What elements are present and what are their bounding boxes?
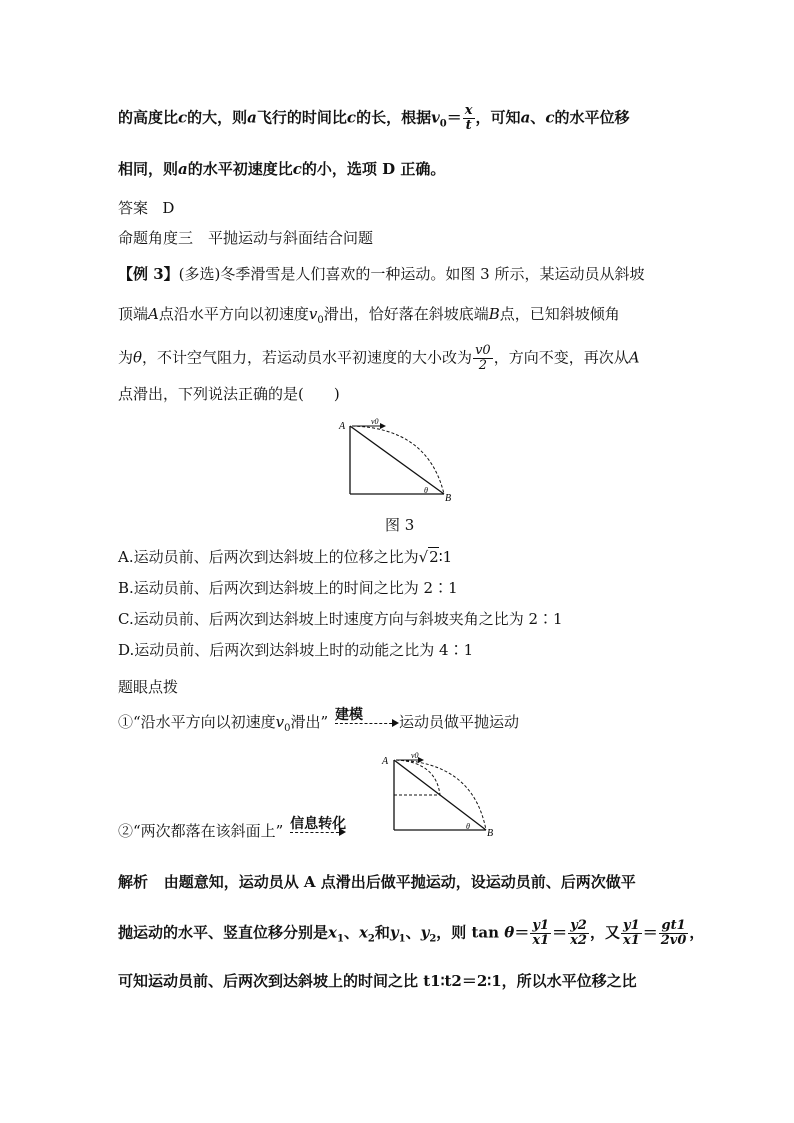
subscript: 1 xyxy=(336,933,344,945)
text: 、 xyxy=(405,923,421,942)
text: ，又 xyxy=(589,923,620,942)
numerator: x xyxy=(464,103,473,118)
subscript: 0 xyxy=(284,723,291,734)
text: 和 xyxy=(374,923,390,942)
math-var: c xyxy=(346,108,357,127)
fraction xyxy=(659,919,689,948)
text: 飞行的时间比 xyxy=(256,108,347,127)
math-var: v xyxy=(431,108,440,127)
fraction xyxy=(621,919,642,948)
text: ②“两次都落在该斜面上” xyxy=(118,822,284,840)
subscript: 0 xyxy=(317,315,324,326)
text: A.运动员前、后两次到达斜坡上的位移之比为 xyxy=(118,548,419,566)
label-theta: θ xyxy=(424,486,428,495)
math-var: A xyxy=(628,348,640,367)
analysis-line: 可知运动员前、后两次到达斜坡上的时间之比 t1∶t2＝2∶1，所以水平位移之比 xyxy=(118,972,637,990)
text: 顶端 xyxy=(118,305,149,323)
numerator: y2 xyxy=(568,919,589,934)
option-a: A.运动员前、后两次到达斜坡上的位移之比为√2∶1 xyxy=(118,548,453,566)
text: ∶1 xyxy=(438,548,453,566)
math-op: ＝ xyxy=(446,108,462,127)
math-var: a xyxy=(520,108,531,127)
text: ①“沿水平方向以初速度 xyxy=(118,713,276,731)
math-var: y xyxy=(420,923,430,942)
label-v0: v0 xyxy=(411,752,419,760)
text: (多选)冬季滑雪是人们喜欢的一种运动。如图 3 所示，某运动员从斜坡 xyxy=(178,265,645,283)
fraction xyxy=(530,919,551,948)
math-var: B xyxy=(488,305,500,323)
arrow-label: 信息转化 xyxy=(290,816,347,832)
math-var: c xyxy=(292,160,302,178)
numerator: y1 xyxy=(621,919,642,934)
slope-figure-2 xyxy=(378,752,503,842)
text: 滑出，恰好落在斜坡底端 xyxy=(323,305,489,323)
text: ，则 tan xyxy=(436,923,500,942)
text: 运动员做平抛运动 xyxy=(398,713,519,731)
figure-caption: 图 3 xyxy=(385,516,415,534)
subscript: 2 xyxy=(367,933,375,945)
arrow-head xyxy=(380,423,386,429)
math-var: x xyxy=(328,923,337,942)
hints-title: 题眼点拨 xyxy=(118,678,179,696)
denominator: 2 xyxy=(478,358,488,373)
text: 相同，则 xyxy=(118,160,179,178)
label-v0: v0 xyxy=(371,418,379,426)
math-var: c xyxy=(545,108,555,127)
dashed-arrow xyxy=(290,832,344,833)
example-line xyxy=(118,264,644,284)
math-var: a xyxy=(178,160,188,178)
denominator: x1 xyxy=(532,933,550,948)
dashed-arrow xyxy=(335,723,397,724)
answer-value: D xyxy=(162,199,175,217)
numerator: v0 xyxy=(475,343,491,358)
slope-figure-1 xyxy=(338,418,458,508)
math-op: ＝ xyxy=(552,923,568,942)
math-op: ＝ xyxy=(642,923,658,942)
text: 点，已知斜坡倾角 xyxy=(499,305,620,323)
math-op: ＝ xyxy=(514,923,530,942)
fraction xyxy=(473,344,493,373)
text: 的长，根据 xyxy=(356,108,432,127)
option-d: D.运动员前、后两次到达斜坡上时的动能之比为 4∶1 xyxy=(118,641,474,659)
label-a: A xyxy=(339,421,346,432)
hint-1 xyxy=(118,707,519,739)
slope-incline xyxy=(350,426,444,494)
label-a: A xyxy=(382,756,389,767)
fraction xyxy=(463,104,475,133)
text: ，可知 xyxy=(475,108,521,127)
math-var: v xyxy=(308,305,318,323)
example-line: 点滑出，下列说法正确的是( ) xyxy=(118,385,340,403)
text: ，不计空气阻力，若运动员水平初速度的大小改为 xyxy=(142,348,473,367)
answer-label: 答案 xyxy=(118,199,149,217)
math-var: c xyxy=(178,108,188,127)
math-var: θ xyxy=(504,923,515,942)
sqrt-value: 2 xyxy=(429,548,439,566)
fraction xyxy=(568,919,589,948)
analysis-line xyxy=(118,919,704,950)
text: 为 xyxy=(118,348,134,367)
math-var: A xyxy=(148,305,159,323)
text: 由题意知，运动员从 A 点滑出后做平抛运动，设运动员前、后两次做平 xyxy=(163,873,636,891)
math-var: y xyxy=(389,923,399,942)
denominator: 2v0 xyxy=(660,933,687,948)
denominator: t xyxy=(465,118,472,133)
subscript: 0 xyxy=(439,118,447,130)
option-b: B.运动员前、后两次到达斜坡上的时间之比为 2∶1 xyxy=(118,579,458,597)
answer-line xyxy=(118,198,174,218)
text: ， xyxy=(689,923,705,942)
example-line xyxy=(118,344,640,373)
example-tag: 【例 3】 xyxy=(118,265,179,283)
text: 、 xyxy=(343,923,359,942)
arrow-label: 建模 xyxy=(334,707,363,723)
section-title: 命题角度三 平抛运动与斜面结合问题 xyxy=(118,229,374,247)
text: 的高度比 xyxy=(118,108,179,127)
denominator: x1 xyxy=(622,933,640,948)
option-c: C.运动员前、后两次到达斜坡上时速度方向与斜坡夹角之比为 2∶1 xyxy=(118,610,563,628)
label-b: B xyxy=(487,828,494,839)
model-arrow xyxy=(333,707,399,733)
math-var: v xyxy=(275,713,285,731)
text: 点沿水平方向以初速度 xyxy=(158,305,309,323)
math-var: a xyxy=(247,108,257,127)
numerator: y1 xyxy=(530,919,551,934)
text: 抛运动的水平、竖直位移分别是 xyxy=(118,923,329,942)
text: 的水平位移 xyxy=(554,108,630,127)
hint-2 xyxy=(118,816,358,842)
subscript: 1 xyxy=(398,933,406,945)
text: 、 xyxy=(530,108,546,127)
text: 滑出” xyxy=(290,713,329,731)
analysis-label: 解析 xyxy=(118,873,149,891)
subscript: 2 xyxy=(429,933,437,945)
text: 的水平初速度比 xyxy=(187,160,293,178)
math-var: θ xyxy=(133,348,143,367)
label-theta: θ xyxy=(466,822,470,831)
convert-arrow xyxy=(288,816,358,842)
text: ，方向不变，再次从 xyxy=(493,348,629,367)
example-line xyxy=(118,304,620,331)
text: 的小，选项 D 正确。 xyxy=(301,160,446,178)
numerator: gt1 xyxy=(659,919,689,934)
paragraph-line xyxy=(118,159,445,179)
text: 的大，则 xyxy=(187,108,248,127)
math-var: x xyxy=(358,923,368,942)
paragraph-line xyxy=(118,104,629,135)
denominator: x2 xyxy=(570,933,587,948)
analysis-line xyxy=(118,872,636,892)
label-b: B xyxy=(445,493,452,504)
